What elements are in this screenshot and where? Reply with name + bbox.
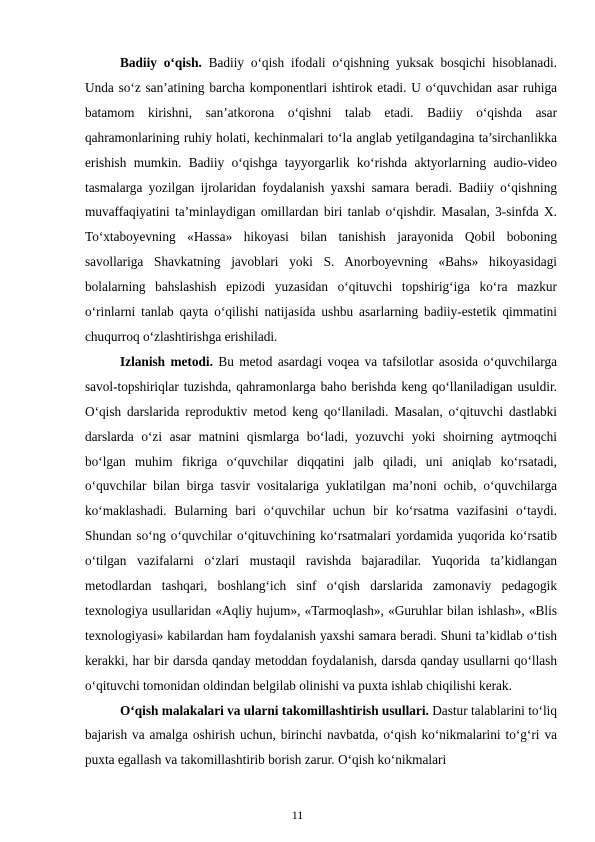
paragraph-heading: Badiiy o‘qish.: [120, 55, 202, 70]
paragraph-text: Dastur talablarini to‘liq bajarish va amalga oshirish uchun, birinchi navbatda, o‘qish ko‘nikmalarini to‘g‘ri va puxta egallash va takomillashtirib borish zarur. O‘qish ko‘nikmalari: [85, 702, 557, 768]
paragraph-heading: Izlanish metodi.: [120, 353, 213, 369]
document-page: [85, 51, 557, 773]
paragraph-text: Badiiy o‘qish ifodali o‘qishning yuksak bosqichi hisoblanadi. Unda so‘z san’atining barcha komponentlari ishtirok etadi. U o‘quvchidan asar ruhiga batamom kirishni, san’atkorona o‘qishni talab etadi. Badiiy o‘qishda asar qahramonlarining ruhiy holati, kechinmalari to‘la anglab yetilgandagina ta’sirchanlikka erishish mumkin. Badiiy o‘qishga tayyorgarlik ko‘rishda aktyorlarning audio-video tasmalarga yozilgan ijrolaridan foydalanish yaxshi samara beradi. Badiiy o‘qishning muvaffaqiyatini ta’minlaydigan omillardan biri tanlab o‘qishdir. Masalan, 3-sinfda X. To‘xtaboyevning «Hassa» hikoyasi bilan tanishish jarayonida Qobil boboning savollariga Shavkatning javoblari yoki S. Anorboyevning «Bahs» hikoyasidagi bolalarning bahslashish epizodi yuzasidan o‘qituvchi topshirig‘iga ko‘ra mazkur o‘rinlarni tanlab qayta o‘qilishi natijasida ushbu asarlarning badiiy-estetik qimmatini chuqurroq o‘zlashtirishga erishiladi.: [85, 55, 558, 344]
paragraph-izlanish-metodi: [85, 350, 557, 699]
paragraph-oqish-malakalari: [85, 699, 557, 774]
paragraph-text: Bu metod asardagi voqea va tafsilotlar asosida o‘quvchilarga savol-topshiriqlar tuzishda, qahramonlarga baho berishda keng qo‘llaniladigan usuldir. O‘qish darslarida reproduktiv metod keng qo‘llaniladi. Masalan, o‘qituvchi dastlabki darslarda o‘zi asar matnini qismlarga bo‘ladi, yozuvchi yoki shoirning aytmoqchi bo‘lgan muhim fikriga o‘quvchilar diqqatini jalb qiladi, uni aniqlab ko‘rsatadi, o‘quvchilar bilan birga tasvir vositalariga yuklatilgan ma’noni ochib, o‘quvchilarga ko‘maklashadi. Bularning bari o‘quvchilar uchun bir ko‘rsatma vazifasini o‘taydi. Shundan so‘ng o‘quvchilar o‘qituvchining ko‘rsatmalari yordamida yuqorida ko‘rsatib o‘tilgan vazifalarni o‘zlari mustaqil ravishda bajaradilar. Yuqorida ta’kidlangan metodlardan tashqari, boshlang‘ich sinf o‘qish darslarida zamonaviy pedagogik texnologiya usullaridan «Aqliy hujum», «Tarmoqlash», «Guruhlar bilan ishlash», «Blis texnologiyasi» kabilardan ham foydalanish yaxshi samara beradi. Shuni ta’kidlab o‘tish kerakki, har bir darsda qanday metoddan foydalanish, darsda qanday usullarni qo‘llash o‘qituvchi tomonidan oldindan belgilab olinishi va puxta ishlab chiqilishi kerak.: [85, 353, 558, 693]
paragraph-badiiy-oqish: [85, 51, 557, 350]
paragraph-heading: O‘qish malakalari va ularni takomillashtirish usullari.: [120, 702, 429, 718]
page-number: 11: [291, 808, 304, 822]
